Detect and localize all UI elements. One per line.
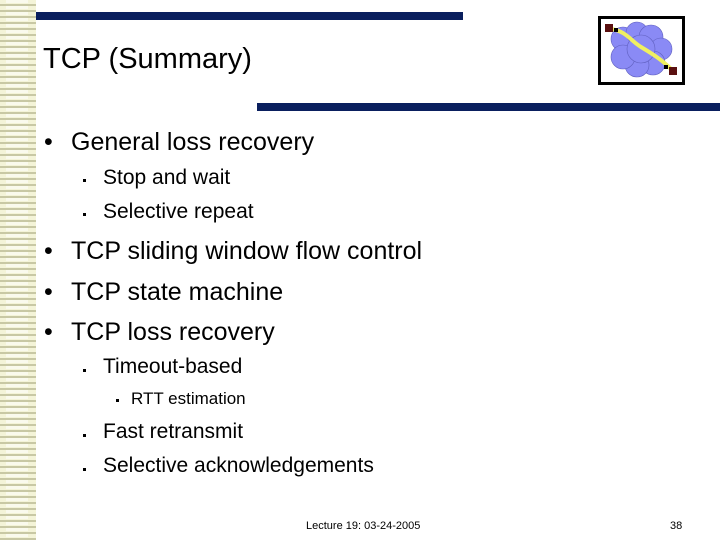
page-number: 38: [670, 520, 683, 532]
bullet-marker: •: [44, 278, 53, 306]
bullet-tcp-loss-recovery: TCP loss recovery: [71, 318, 275, 346]
sub-sub-bullet-rtt-estimation: RTT estimation: [131, 389, 246, 408]
sub-bullet-selective-acks: Selective acknowledgements: [103, 454, 374, 477]
slide-title: TCP (Summary): [43, 43, 252, 75]
bullet-marker: •: [44, 318, 53, 346]
sub-bullet-marker: [83, 434, 86, 437]
top-accent-line: [36, 12, 463, 20]
sub-bullet-timeout-based: Timeout-based: [103, 355, 243, 378]
bullet-marker: •: [44, 128, 53, 156]
sub-sub-bullet-marker: [116, 399, 119, 402]
sub-bullet-fast-retransmit: Fast retransmit: [103, 420, 244, 443]
sub-bullet-marker: [83, 468, 86, 471]
bullet-tcp-sliding-window: TCP sliding window flow control: [71, 237, 423, 265]
decorative-stripe-bar: [0, 0, 36, 540]
sub-bullet-marker: [83, 213, 86, 216]
footer-lecture-label: Lecture 19: 03-24-2005: [306, 520, 421, 532]
sub-bullet-marker: [83, 369, 86, 372]
bullet-marker: •: [44, 237, 53, 265]
sub-bullet-marker: [83, 179, 86, 182]
sub-bullet-stop-and-wait: Stop and wait: [103, 166, 231, 189]
bullet-tcp-state-machine: TCP state machine: [71, 278, 284, 306]
middle-accent-line: [257, 103, 720, 111]
bullet-general-loss-recovery: General loss recovery: [71, 128, 315, 156]
network-cloud-icon: [598, 16, 685, 85]
sub-bullet-selective-repeat: Selective repeat: [103, 200, 254, 223]
